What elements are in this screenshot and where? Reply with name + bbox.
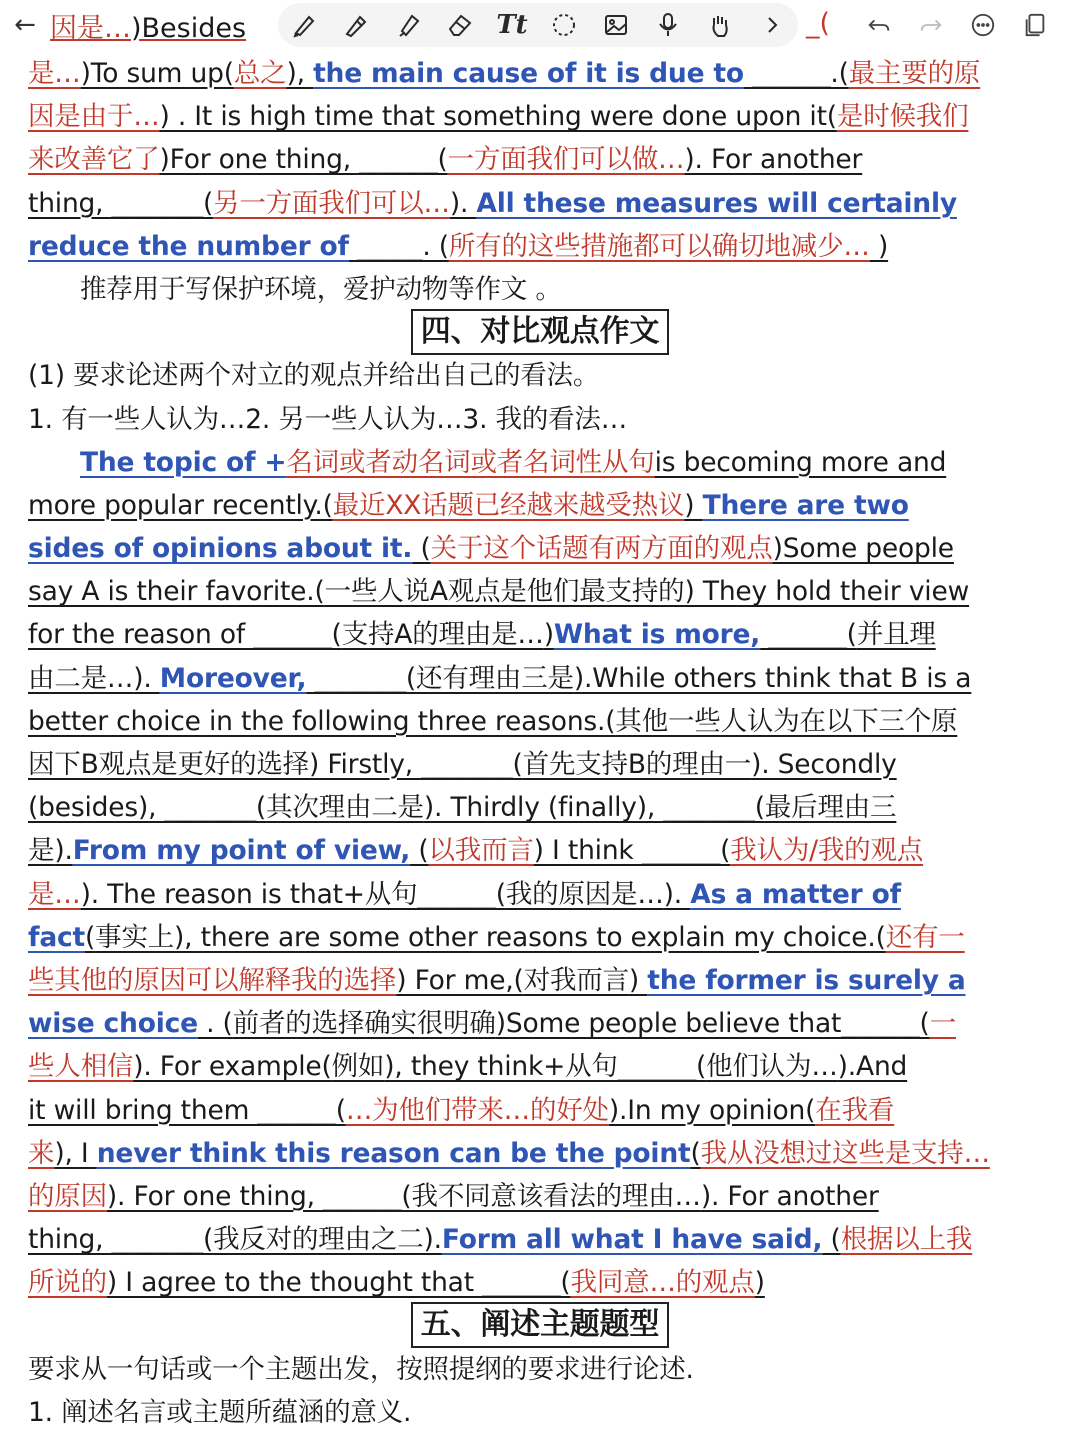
line-segment: ) I think ______( <box>533 835 731 867</box>
text-line <box>28 1261 1052 1304</box>
line-segment: ) They hold their view <box>684 576 970 608</box>
line-segment: ) I agree to the thought that ______( <box>106 1267 571 1299</box>
chinese-gloss: 最近XX话题已经越来越受热议 <box>332 489 685 521</box>
line-segment: ), <box>286 58 314 89</box>
chinese-gloss: 在我看 <box>815 1094 895 1126</box>
section-5-heading-row <box>28 1304 1052 1347</box>
line-segment: 还有理由三是 <box>416 662 574 694</box>
chinese-gloss: 我同意…的观点 <box>570 1267 755 1299</box>
line-segment: )Some people believe that______( <box>495 1008 930 1040</box>
chinese-gloss: 以我而言 <box>428 835 534 867</box>
chinese-gloss: 关于这个话题有两方面的观点 <box>430 533 773 565</box>
chinese-gloss: 因是由于… <box>28 101 160 133</box>
note-document <box>28 52 1052 1434</box>
chinese-gloss: …为他们带来…的好处 <box>345 1094 609 1126</box>
eraser-icon[interactable] <box>443 8 477 42</box>
text-line <box>28 613 1052 656</box>
line-segment: ).While others think that B is a <box>573 662 972 694</box>
text-line <box>28 441 1052 484</box>
text-line <box>28 1218 1052 1261</box>
line-segment: ( <box>85 921 96 953</box>
line-segment: ) For me,( <box>396 964 524 996</box>
text-line <box>28 700 1052 743</box>
line-segment: ).In my opinion( <box>608 1094 816 1126</box>
text-line <box>28 916 1052 959</box>
more-icon[interactable] <box>966 8 1000 42</box>
line-segment: ) <box>628 964 648 996</box>
template-phrase: From my point of view, <box>72 835 411 867</box>
text-line <box>28 959 1052 1002</box>
chinese-gloss: 一方面我们可以做… <box>447 144 685 176</box>
line-segment: ). For one thing, ______( <box>106 1180 412 1212</box>
line-segment: _______( <box>306 662 417 694</box>
line-segment: ), they think+从句______( <box>384 1051 707 1083</box>
chinese-gloss: 是时候我们 <box>836 101 969 133</box>
section-4-title: 四、对比观点作文 <box>411 309 669 355</box>
template-phrase: the main cause of it is due to <box>313 58 744 89</box>
line-segment: 其他一些人认为在以下三个原 <box>615 705 958 737</box>
line-segment: )To sum up( <box>80 58 234 89</box>
line-segment: 事实上 <box>95 921 175 953</box>
template-phrase: never think this reason can be the point <box>96 1137 691 1169</box>
text-line <box>28 225 1052 268</box>
chinese-gloss: 我从没想过这些是支持… <box>700 1137 990 1169</box>
template-phrase: fact <box>28 921 85 953</box>
line-segment: (besides), _______( <box>28 792 267 824</box>
chevron-right-icon[interactable] <box>755 8 789 42</box>
line-segment: ). <box>133 662 160 694</box>
section-4-heading-row <box>28 311 1052 354</box>
line-segment: ). For example( <box>133 1051 332 1083</box>
mic-icon[interactable] <box>651 8 685 42</box>
chinese-gloss: 我认为/我的观点 <box>730 835 924 867</box>
text-line <box>28 1175 1052 1218</box>
template-phrase: sides of opinions about it. <box>28 533 413 565</box>
line-segment: ). Secondly <box>751 749 897 780</box>
toolbar-actions <box>862 0 1052 50</box>
template-phrase: Moreover, <box>159 662 307 694</box>
text-line <box>28 95 1052 138</box>
line-segment: ( <box>690 1137 701 1169</box>
text-line <box>28 786 1052 829</box>
text-line <box>28 52 1052 95</box>
line-segment: ), there are some other reasons to explain my choice.( <box>174 921 886 953</box>
section-5-item-1: 1. 阐述名言或主题所蕴涵的意义. <box>28 1396 412 1428</box>
line-segment: _____. ( <box>348 230 449 262</box>
template-phrase: There are two <box>702 489 909 521</box>
line-segment: it will bring them ______( <box>28 1094 346 1126</box>
text-line <box>28 1089 1052 1132</box>
line-segment: 因下B观点是更好的选择 <box>28 749 309 780</box>
clipped-text-left: 因是…)Besides <box>50 12 247 44</box>
line-segment: ) . It is high time that something were done upon it( <box>159 101 837 133</box>
text-line <box>28 527 1052 570</box>
section-4-requirement: (1) 要求论述两个对立的观点并给出自己的看法。 <box>28 360 600 392</box>
image-icon[interactable] <box>599 8 633 42</box>
chinese-gloss: 名词或者动名词或者名词性从句 <box>286 446 655 478</box>
highlighter-icon[interactable] <box>391 8 425 42</box>
lasso-icon[interactable] <box>547 8 581 42</box>
text-line <box>28 657 1052 700</box>
line-segment: ( <box>412 533 431 565</box>
line-segment: is becoming more and <box>654 446 947 478</box>
chinese-gloss: 的原因 <box>28 1180 107 1212</box>
note-toolbar <box>0 0 1080 50</box>
line-segment: thing, _______( <box>28 1224 214 1256</box>
chinese-gloss: 些人相信 <box>28 1051 134 1083</box>
line-segment: 我不同意该看法的理由… <box>411 1180 701 1212</box>
line-segment: ( <box>822 1224 841 1256</box>
text-line <box>28 873 1052 916</box>
chinese-gloss: 来改善它了 <box>28 144 160 176</box>
template-phrase: All these measures will certainly <box>476 187 957 219</box>
line-segment: ). <box>423 1224 442 1256</box>
section-5-title: 五、阐述主题题型 <box>411 1302 669 1348</box>
line-segment: thing, _______( <box>28 187 214 219</box>
chinese-gloss: 最主要的原 <box>848 58 981 89</box>
template-phrase: The topic of + <box>80 446 287 478</box>
text-line <box>28 570 1052 613</box>
line-segment: ).And <box>837 1051 908 1083</box>
line-segment: 并且理 <box>856 619 936 651</box>
line-segment: ) Firstly, _______( <box>308 749 523 780</box>
template-phrase: reduce the number of <box>28 230 349 262</box>
chinese-gloss: 来 <box>28 1137 55 1169</box>
text-line <box>28 1002 1052 1045</box>
line-segment: 一些人说A观点是他们最支持的 <box>324 576 685 608</box>
text-line <box>28 484 1052 527</box>
line-segment: 是 <box>28 835 55 867</box>
redo-icon[interactable] <box>914 8 948 42</box>
line-segment: ), I <box>54 1137 97 1169</box>
line-segment: ). For another <box>684 144 863 176</box>
line-segment: ). The reason is that+从句______( <box>80 878 506 910</box>
template-phrase: wise choice <box>28 1008 198 1040</box>
line-segment: . ( <box>197 1008 233 1040</box>
hand-icon[interactable] <box>703 8 737 42</box>
undo-icon[interactable] <box>862 8 896 42</box>
line-segment: 其次理由二是 <box>266 792 424 824</box>
chinese-gloss: 所说的 <box>28 1267 107 1299</box>
line-segment: ) <box>869 230 889 262</box>
template-phrase: What is more, <box>553 619 761 651</box>
line-segment: ). <box>54 835 73 867</box>
line-segment: ______( <box>760 619 857 651</box>
line-segment: 最后理由三 <box>764 792 897 824</box>
chinese-gloss: 所有的这些措施都可以确切地减少… <box>448 230 870 262</box>
line-segment: )Some people <box>772 533 954 565</box>
line-segment: ) <box>543 619 554 651</box>
line-segment: 对我而言 <box>523 964 629 996</box>
section-5-requirement: 要求从一句话或一个主题出发，按照提纲的要求进行论述. <box>28 1353 694 1385</box>
text-icon[interactable]: Tt <box>496 10 528 40</box>
text-line <box>28 1132 1052 1175</box>
chinese-gloss: 还有一 <box>885 921 965 953</box>
line-segment: 支持A的理由是… <box>341 619 544 651</box>
line-segment: 由二是… <box>28 662 134 694</box>
line-segment: 我的原因是… <box>505 878 664 910</box>
line-segment: better choice in the following three reasons.( <box>28 705 616 737</box>
chinese-gloss: 是… <box>28 58 81 89</box>
pen-icon[interactable] <box>339 8 373 42</box>
chinese-gloss: 另一方面我们可以… <box>213 187 450 219</box>
chinese-gloss: 根据以上我 <box>840 1224 973 1256</box>
pages-icon[interactable] <box>1018 8 1052 42</box>
text-line <box>28 182 1052 225</box>
line-segment: ______.( <box>743 58 849 89</box>
lasso-pen-icon[interactable] <box>287 8 321 42</box>
chinese-gloss: 一 <box>929 1008 956 1040</box>
template-phrase: Form all what I have said, <box>441 1224 823 1256</box>
template-phrase: As a matter of <box>690 878 901 910</box>
section-4-outline: 1. 有一些人认为…2. 另一些人认为…3. 我的看法… <box>28 403 628 435</box>
line-segment: ) <box>684 489 703 521</box>
line-segment: say A is their favorite.( <box>28 576 325 608</box>
line-segment: ). Thirdly (finally), _______( <box>423 792 765 824</box>
line-segment: 我反对的理由之二 <box>213 1224 424 1256</box>
chinese-gloss: 是… <box>28 878 81 910</box>
line-segment: for the reason of ______( <box>28 619 342 651</box>
clipped-text-right: _( <box>806 8 831 39</box>
text-line <box>28 1045 1052 1088</box>
line-segment: )For one thing, ______( <box>159 144 448 176</box>
line-segment: 他们认为… <box>706 1051 838 1083</box>
template-phrase: the former is surely a <box>647 964 966 996</box>
line-segment: more popular recently.( <box>28 489 333 521</box>
line-segment: ) <box>754 1267 765 1299</box>
line-segment: ). For another <box>700 1180 879 1212</box>
line-segment: ( <box>410 835 429 867</box>
text-line <box>28 138 1052 181</box>
back-arrow-icon[interactable]: ← <box>14 10 36 40</box>
line-segment: 首先支持B的理由一 <box>522 749 752 780</box>
line-segment: 前者的选择确实很明确 <box>232 1008 496 1040</box>
line-segment: 例如 <box>331 1051 385 1083</box>
text-line <box>28 829 1052 872</box>
line-segment: ). <box>449 187 477 219</box>
drawing-tools <box>278 3 798 47</box>
template-paragraph-2 <box>28 441 1052 1305</box>
recommend-note: 推荐用于写保护环境，爱护动物等作文 。 <box>80 273 562 305</box>
chinese-gloss: 总之 <box>233 58 287 89</box>
template-paragraph-1 <box>28 52 1052 268</box>
line-segment: ). <box>663 878 691 910</box>
text-line <box>28 743 1052 786</box>
chinese-gloss: 些其他的原因可以解释我的选择 <box>28 964 397 996</box>
